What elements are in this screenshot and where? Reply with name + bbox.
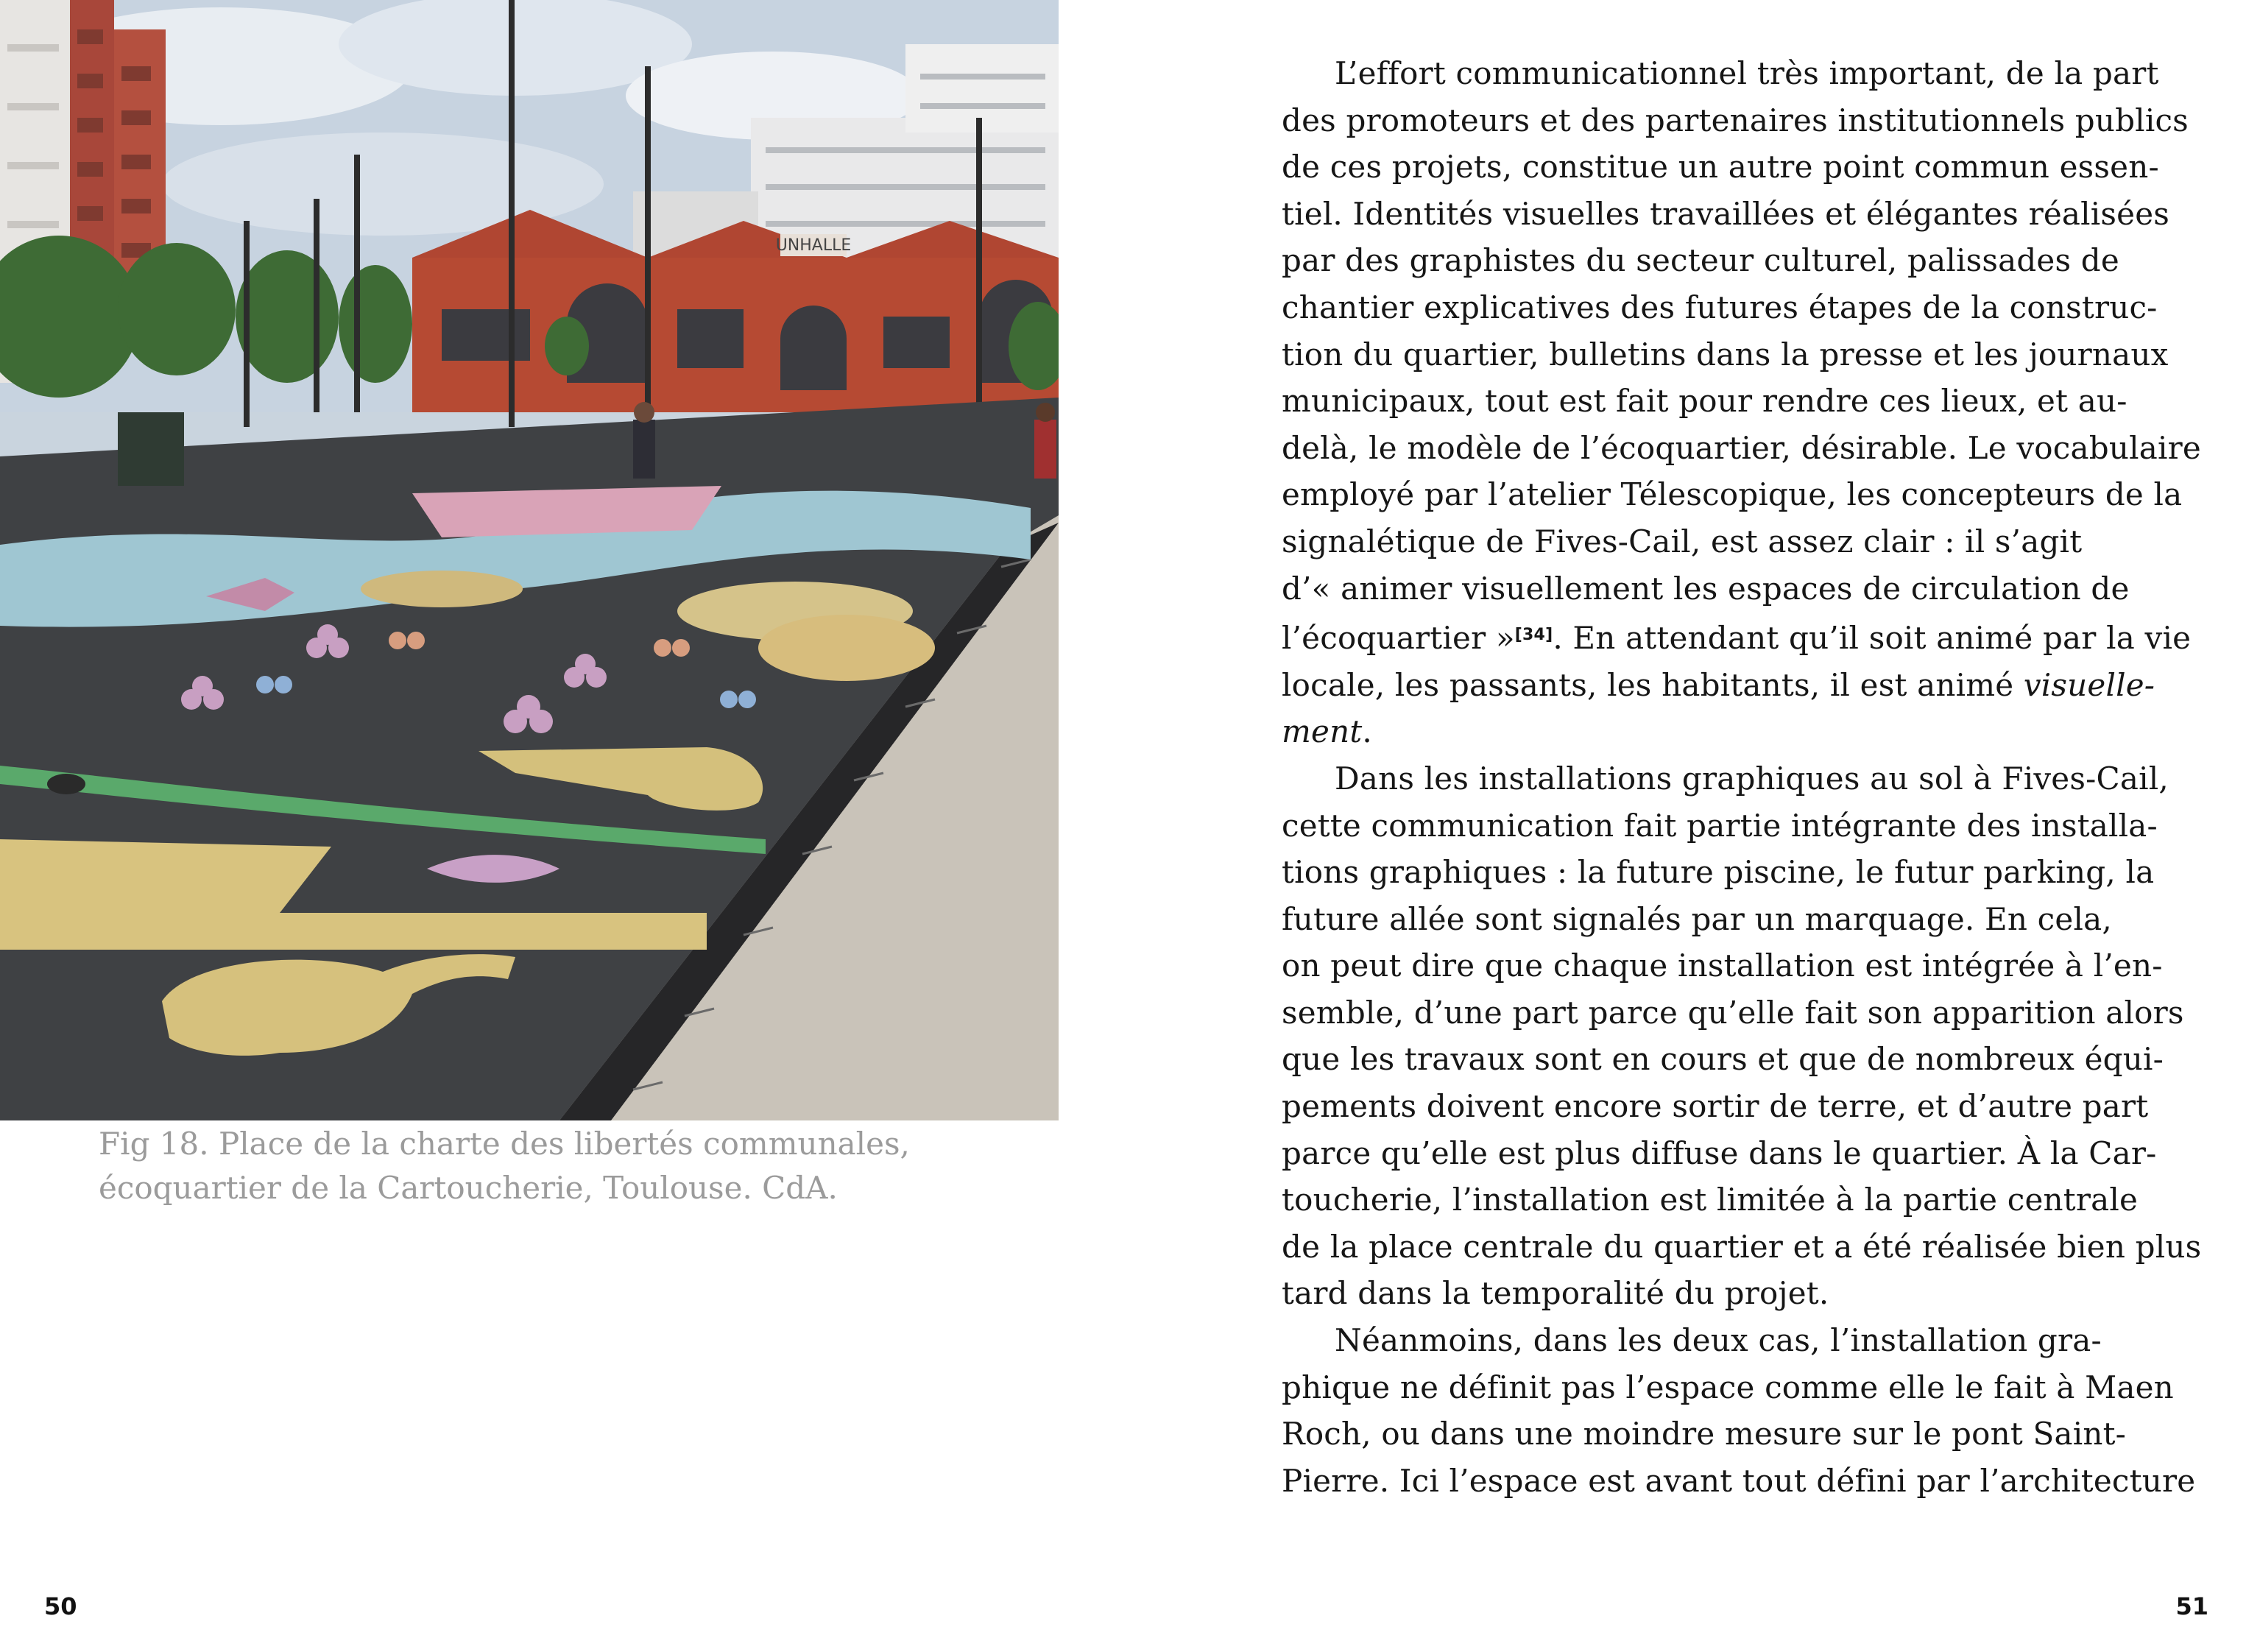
body-text bbox=[1282, 50, 2217, 1504]
text-line: on peut dire que chaque installation est intégrée à l’en- bbox=[1282, 947, 2163, 984]
text-line: delà, le modèle de l’écoquartier, désirable. Le vocabulaire bbox=[1282, 429, 2201, 466]
text-line: tiel. Identités visuelles travaillées et élégantes réalisées bbox=[1282, 195, 2170, 232]
text-line bbox=[1282, 662, 2217, 709]
text-line: chantier explicatives des futures étapes de la construc- bbox=[1282, 289, 2158, 325]
right-page bbox=[1130, 0, 2260, 1652]
text-line: toucherie, l’installation est limitée à la partie centrale bbox=[1282, 1182, 2139, 1218]
text-line: tard dans la temporalité du projet. bbox=[1282, 1275, 1829, 1312]
text-line: Pierre. Ici l’espace est avant tout défini par l’architecture bbox=[1282, 1462, 2196, 1499]
text-line bbox=[1282, 708, 2217, 755]
text-line: L’effort communicationnel très important, de la part bbox=[1335, 55, 2159, 91]
building-sign: UNHALLE bbox=[775, 236, 852, 255]
text-line: future allée sont signalés par un marquage. En cela, bbox=[1282, 900, 2112, 937]
text-line: signalétique de Fives-Cail, est assez clair : il s’agit bbox=[1282, 523, 2083, 560]
text-fragment: . En attendant qu’il soit animé par la vie bbox=[1553, 620, 2192, 657]
caption-line-2: écoquartier de la Cartoucherie, Toulouse. CdA. bbox=[99, 1170, 838, 1206]
figure-caption bbox=[99, 1122, 1056, 1210]
text-line: parce qu’elle est plus diffuse dans le quartier. À la Car- bbox=[1282, 1134, 2157, 1171]
text-line: Roch, ou dans une moindre mesure sur le pont Saint- bbox=[1282, 1416, 2127, 1452]
page-number-left: 50 bbox=[44, 1592, 77, 1620]
page-number-right: 51 bbox=[2175, 1592, 2208, 1620]
text-line: que les travaux sont en cours et que de nombreux équi- bbox=[1282, 1041, 2164, 1078]
text-line: semble, d’une part parce qu’elle fait son apparition alors bbox=[1282, 994, 2184, 1031]
figure-photo bbox=[0, 0, 1059, 1120]
text-line: des promoteurs et des partenaires institutionnels publics bbox=[1282, 102, 2189, 138]
text-line: Néanmoins, dans les deux cas, l’installation gra- bbox=[1335, 1322, 2102, 1359]
text-line: tion du quartier, bulletins dans la presse et les journaux bbox=[1282, 336, 2169, 373]
text-line: pements doivent encore sortir de terre, et d’autre part bbox=[1282, 1088, 2149, 1125]
text-fragment: locale, les passants, les habitants, il est animé bbox=[1282, 666, 2024, 703]
text-line-with-note bbox=[1282, 612, 2217, 662]
text-fragment: l’écoquartier » bbox=[1282, 620, 1515, 657]
caption-line-1: Fig 18. Place de la charte des libertés communales, bbox=[99, 1126, 910, 1162]
text-line: tions graphiques : la future piscine, le futur parking, la bbox=[1282, 854, 2155, 891]
text-line: phique ne définit pas l’espace comme elle le fait à Maen bbox=[1282, 1369, 2174, 1405]
text-line: cette communication fait partie intégrante des installa- bbox=[1282, 807, 2158, 844]
text-line: d’« animer visuellement les espaces de circulation de bbox=[1282, 570, 2130, 607]
text-line: par des graphistes du secteur culturel, palissades de bbox=[1282, 242, 2119, 279]
text-line: Dans les installations graphiques au sol à Fives-Cail, bbox=[1335, 760, 2169, 797]
italic-fragment: visuelle- bbox=[2023, 666, 2155, 703]
plaza-photo-illustration bbox=[0, 0, 1059, 1120]
text-line: municipaux, tout est fait pour rendre ces lieux, et au- bbox=[1282, 383, 2127, 420]
italic-fragment: ment bbox=[1282, 713, 1363, 750]
footnote-reference[interactable]: [34] bbox=[1514, 626, 1553, 645]
text-line: de ces projets, constitue un autre point commun essen- bbox=[1282, 149, 2159, 186]
text-fragment: . bbox=[1362, 713, 1372, 750]
text-line: employé par l’atelier Télescopique, les concepteurs de la bbox=[1282, 476, 2183, 513]
text-line: de la place centrale du quartier et a été réalisée bien plus bbox=[1282, 1228, 2202, 1265]
